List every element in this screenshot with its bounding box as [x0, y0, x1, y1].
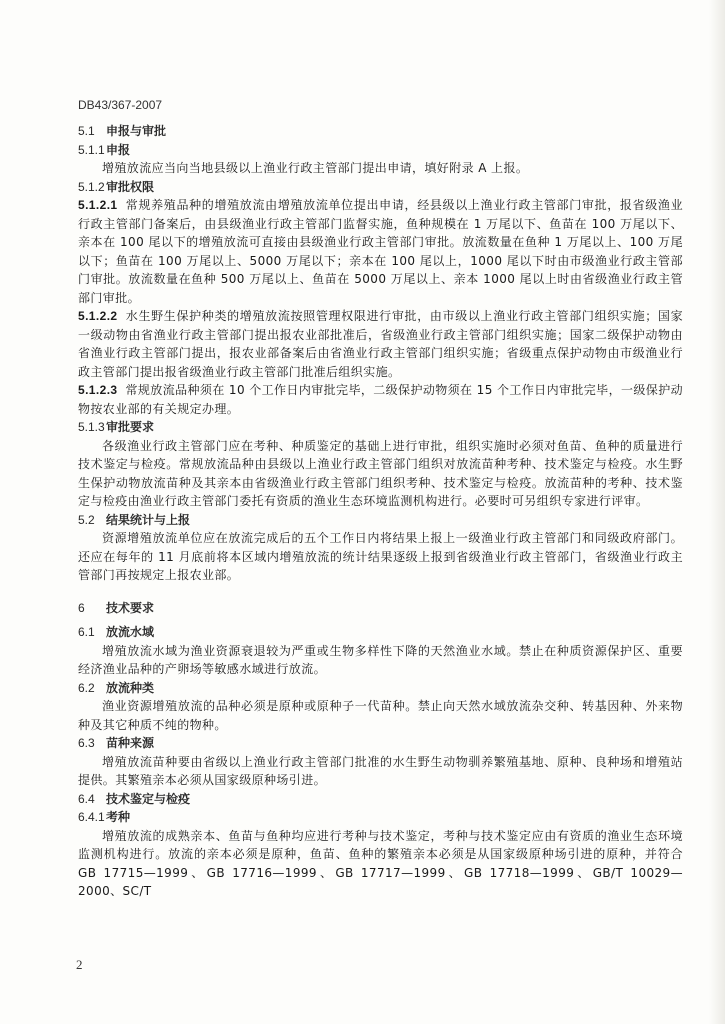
paragraph-text: 常规养殖品种的增殖放流由增殖放流单位提出申请，经县级以上渔业行政主管部门审批，报省级渔业行政主管部门备案后，由县级渔业行政主管部门监督实施，鱼种规模在 1 万尾以下、鱼苗在 100 万尾以下、亲本在 100 尾以下的增殖放流可直接由县级渔业行政主管部门审批。放流数量在鱼种 1 万尾以上、100 万尾以下；鱼苗在 100 万尾以上、5000 万尾以下；亲本在 100 尾以上，1000 尾以下时由市级渔业行政主管部门审批。放流数量在鱼种 500 万尾以上、鱼苗在 5000 万尾以上、亲本 1000 尾以上时由省级渔业行政主管部门审批。 — [78, 198, 683, 305]
page-edge — [709, 0, 725, 1024]
paragraph-text: 增殖放流水域为渔业资源衰退较为严重或生物多样性下降的天然渔业水域。禁止在种质资源保护区、重要经济渔业品种的产卵场等敏感水域进行放流。 — [78, 643, 683, 676]
section-number: 5.1.2 — [78, 179, 105, 194]
paragraph-text: 水生野生保护种类的增殖放流按照管理权限进行审批，由市级以上渔业行政主管部门组织实施；国家一级动物由省渔业行政主管部门提出报农业部批准后，省级渔业行政主管部门组织实施；国家二级保护动物由省渔业行政主管部门提出，报农业部备案后由省渔业行政主管部门组织实施；省级重点保护动物由市级渔业行政主管部门提出报省级渔业行政主管部门批准后组织实施。 — [78, 309, 683, 379]
paragraph — [78, 159, 683, 178]
paragraph — [78, 437, 683, 511]
section-title: 审批权限 — [106, 179, 155, 194]
paragraph — [78, 642, 683, 679]
page-number: 2 — [76, 957, 83, 972]
section-title: 技术鉴定与检疫 — [106, 791, 191, 806]
section-number: 6 — [78, 600, 85, 615]
section-number: 5.2 — [78, 512, 95, 527]
section-heading — [78, 178, 683, 197]
section-heading — [78, 141, 683, 160]
paragraph — [78, 381, 683, 418]
section-heading — [78, 790, 683, 809]
paragraph — [78, 529, 683, 585]
paragraph-text: 渔业资源增殖放流的品种必须是原种或原种子一代苗种。禁止向天然水域放流杂交种、转基因种、外来物种及其它种质不纯的物种。 — [78, 699, 683, 732]
paragraph-number: 5.1.2.2 — [78, 309, 118, 323]
section-title: 申报与审批 — [106, 124, 167, 138]
paragraph-number: 5.1.2.1 — [78, 198, 118, 212]
section-heading — [78, 599, 683, 618]
paragraph-text: 增殖放流苗种要由省级以上渔业行政主管部门批准的水生野生动物驯养繁殖基地、原种、良种场和增殖站提供。其繁殖亲本必须从国家级原种场引进。 — [78, 754, 683, 787]
section-heading — [78, 418, 683, 437]
section-title: 申报 — [106, 142, 131, 157]
paragraph-text: 资源增殖放流单位应在放流完成后的五个工作日内将结果上报上一级渔业行政主管部门和同级政府部门。还应在每年的 11 月底前将本区域内增殖放流的统计结果逐级上报到省级渔业行政主管部门，省级渔业行政主管部门再按规定上报农业部。 — [78, 531, 683, 582]
section-heading — [78, 734, 683, 753]
section-title: 苗种来源 — [106, 736, 155, 750]
section-heading — [78, 679, 683, 698]
paragraph-number: 5.1.2.3 — [78, 383, 118, 397]
section-title: 考种 — [106, 810, 131, 824]
section-title: 放流水域 — [106, 625, 155, 639]
paragraph — [78, 196, 683, 307]
paragraph-text: 增殖放流的成熟亲本、鱼苗与鱼种均应进行考种与技术鉴定，考种与技术鉴定应由有资质的渔业生态环境监测机构进行。放流的亲本必须是原种，鱼苗、鱼种的繁殖亲本必须是从国家级原种场引进的原种，并符合 GB 17715—1999、GB 17716—1999、GB 17717—1999、GB 17718—1999、GB/T 10029—2000、SC/T — [78, 828, 683, 898]
section-number: 6.2 — [78, 680, 95, 695]
section-heading — [78, 808, 683, 827]
section-number: 6.3 — [78, 736, 95, 750]
document-code: DB43/367-2007 — [78, 98, 163, 112]
document-body — [78, 122, 683, 901]
section-heading — [78, 511, 683, 530]
section-title: 放流种类 — [106, 680, 155, 695]
section-heading — [78, 122, 683, 141]
section-number: 6.4 — [78, 791, 95, 806]
paragraph — [78, 307, 683, 381]
section-number: 6.4.1 — [78, 810, 105, 824]
paragraph — [78, 827, 683, 901]
paragraph-text: 增殖放流应当向当地县级以上渔业行政主管部门提出申请，填好附录 A 上报。 — [102, 161, 529, 175]
paragraph — [78, 753, 683, 790]
section-number: 5.1 — [78, 124, 95, 138]
paragraph-text: 各级渔业行政主管部门应在考种、种质鉴定的基础上进行审批，组织实施时必须对鱼苗、鱼种的质量进行技术鉴定与检疫。常规放流品种由县级以上渔业行政主管部门组织对放流苗种考种、技术鉴定与检疫。水生野生保护动物放流苗种及其亲本由省级渔业行政主管部门组织考种、技术鉴定与检疫。放流苗种的考种、技术鉴定与检疫由渔业行政主管部门委托有资质的渔业生态环境监测机构进行。必要时可另组织专家进行评审。 — [78, 438, 683, 508]
section-number: 6.1 — [78, 625, 95, 639]
section-number: 5.1.3 — [78, 420, 105, 434]
section-title: 技术要求 — [106, 600, 155, 615]
paragraph-text: 常规放流品种须在 10 个工作日内审批完毕，二级保护动物须在 15 个工作日内审批完毕，一级保护动物按农业部的有关规定办理。 — [78, 383, 683, 416]
section-title: 结果统计与上报 — [106, 512, 191, 527]
section-title: 审批要求 — [106, 420, 155, 434]
paragraph — [78, 697, 683, 734]
section-number: 5.1.1 — [78, 142, 105, 157]
section-heading — [78, 623, 683, 642]
